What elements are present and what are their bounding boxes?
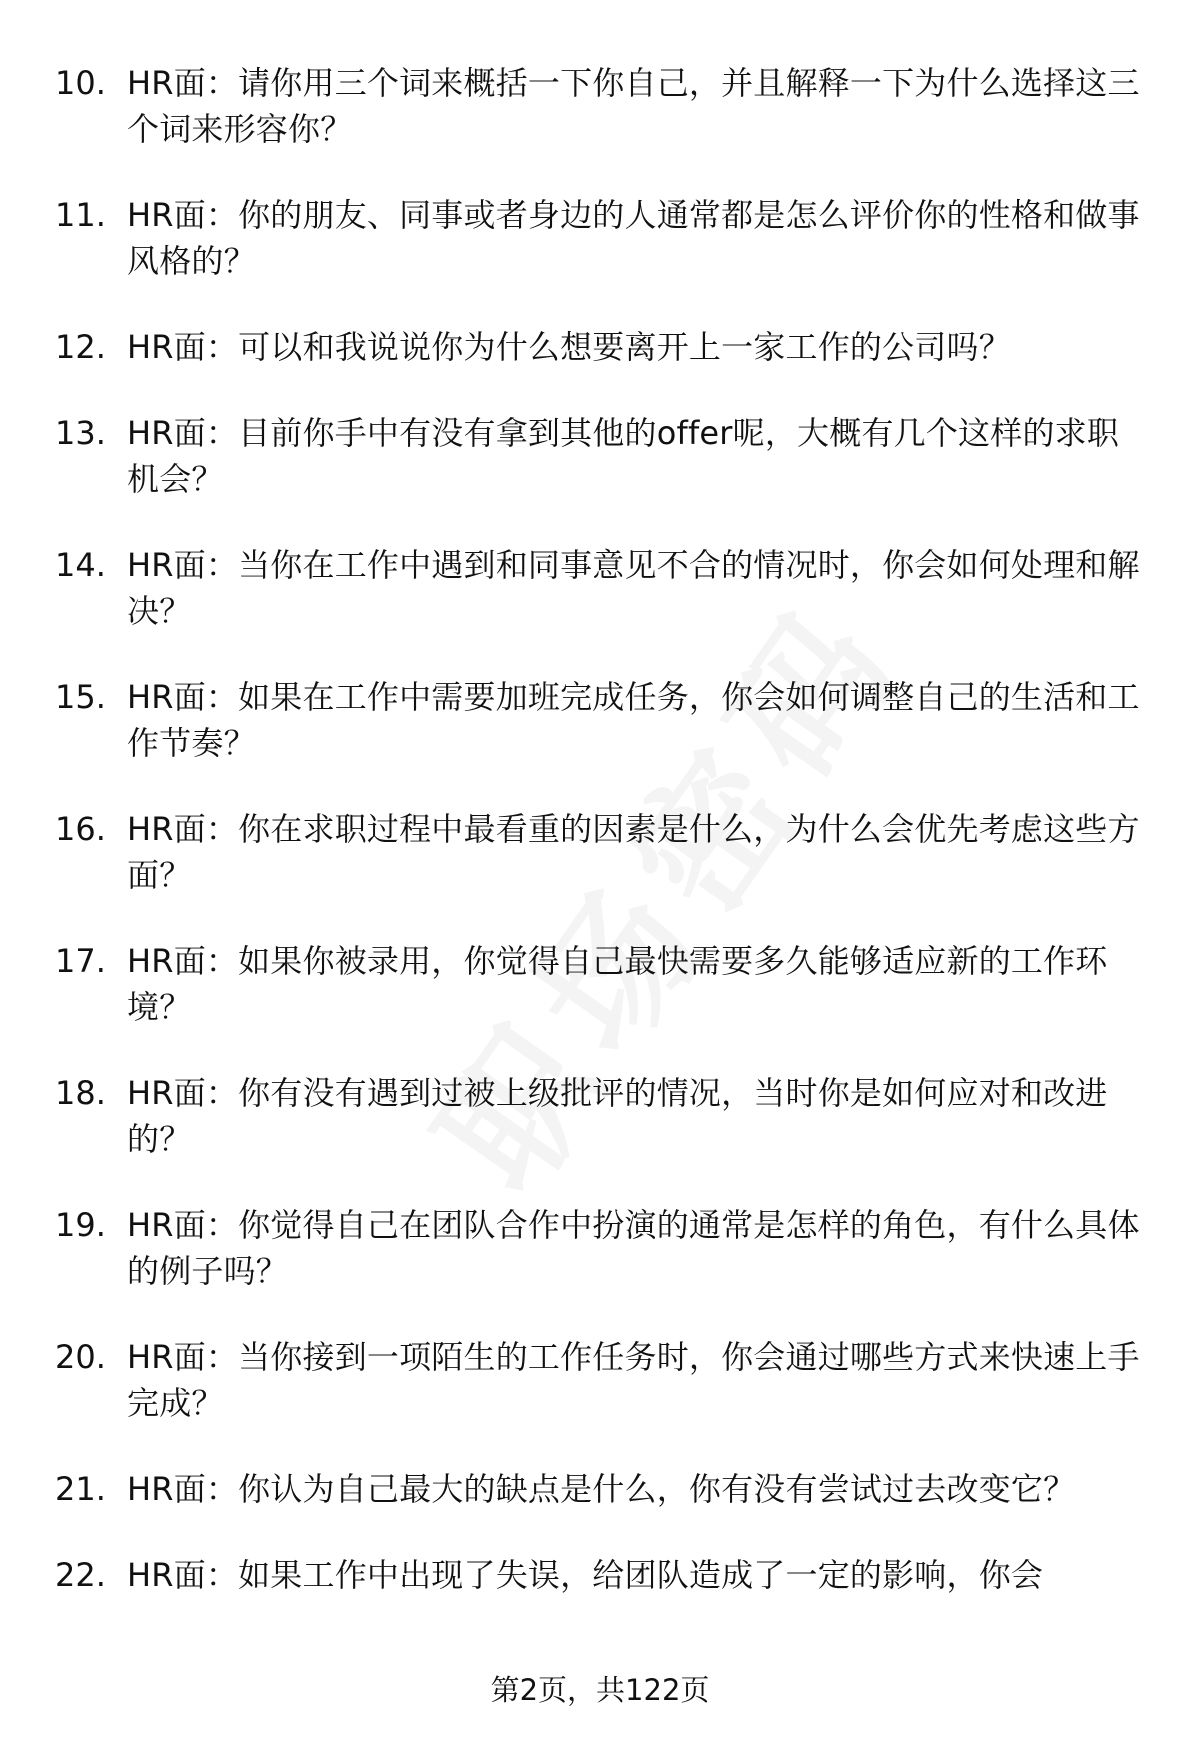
question-number: 11.	[55, 196, 106, 234]
question-text: HR面：如果在工作中需要加班完成任务，你会如何调整自己的生活和工作节奏？	[127, 678, 1140, 762]
question-item-17	[55, 938, 1155, 1030]
question-list	[55, 60, 1155, 1638]
question-text: HR面：当你在工作中遇到和同事意见不合的情况时，你会如何处理和解决？	[127, 546, 1140, 630]
question-text: HR面：你在求职过程中最看重的因素是什么，为什么会优先考虑这些方面？	[127, 810, 1140, 894]
question-number: 18.	[55, 1074, 106, 1112]
question-text: HR面：可以和我说说你为什么想要离开上一家工作的公司吗？	[127, 328, 1011, 366]
question-number: 10.	[55, 64, 106, 102]
question-item-15	[55, 674, 1155, 766]
question-item-20	[55, 1334, 1155, 1426]
question-item-21	[55, 1466, 1155, 1512]
question-item-11	[55, 192, 1155, 284]
question-item-10	[55, 60, 1155, 152]
question-item-18	[55, 1070, 1155, 1162]
question-item-13	[55, 410, 1155, 502]
question-number: 19.	[55, 1206, 106, 1244]
question-item-19	[55, 1202, 1155, 1294]
question-text: HR面：目前你手中有没有拿到其他的offer呢，大概有几个这样的求职机会？	[127, 414, 1120, 498]
question-item-22	[55, 1552, 1155, 1598]
question-number: 20.	[55, 1338, 106, 1376]
page-indicator: 第2页，共122页	[490, 1673, 710, 1707]
question-text: HR面：你认为自己最大的缺点是什么，你有没有尝试过去改变它？	[127, 1470, 1076, 1508]
question-number: 22.	[55, 1556, 106, 1594]
question-number: 13.	[55, 414, 106, 452]
question-number: 16.	[55, 810, 106, 848]
question-number: 14.	[55, 546, 106, 584]
question-item-16	[55, 806, 1155, 898]
question-number: 21.	[55, 1470, 106, 1508]
question-item-12	[55, 324, 1155, 370]
question-text: HR面：当你接到一项陌生的工作任务时，你会通过哪些方式来快速上手完成？	[127, 1338, 1140, 1422]
question-text: HR面：你觉得自己在团队合作中扮演的通常是怎样的角色，有什么具体的例子吗？	[127, 1206, 1140, 1290]
question-text: HR面：如果工作中出现了失误，给团队造成了一定的影响，你会	[127, 1556, 1044, 1594]
question-item-14	[55, 542, 1155, 634]
question-number: 12.	[55, 328, 106, 366]
question-text: HR面：你的朋友、同事或者身边的人通常都是怎么评价你的性格和做事风格的？	[127, 196, 1140, 280]
question-text: HR面：你有没有遇到过被上级批评的情况，当时你是如何应对和改进的？	[127, 1074, 1108, 1158]
question-number: 15.	[55, 678, 106, 716]
question-number: 17.	[55, 942, 106, 980]
page-footer	[0, 1670, 1200, 1710]
question-text: HR面：请你用三个词来概括一下你自己，并且解释一下为什么选择这三个词来形容你？	[127, 64, 1140, 148]
question-text: HR面：如果你被录用，你觉得自己最快需要多久能够适应新的工作环境？	[127, 942, 1108, 1026]
